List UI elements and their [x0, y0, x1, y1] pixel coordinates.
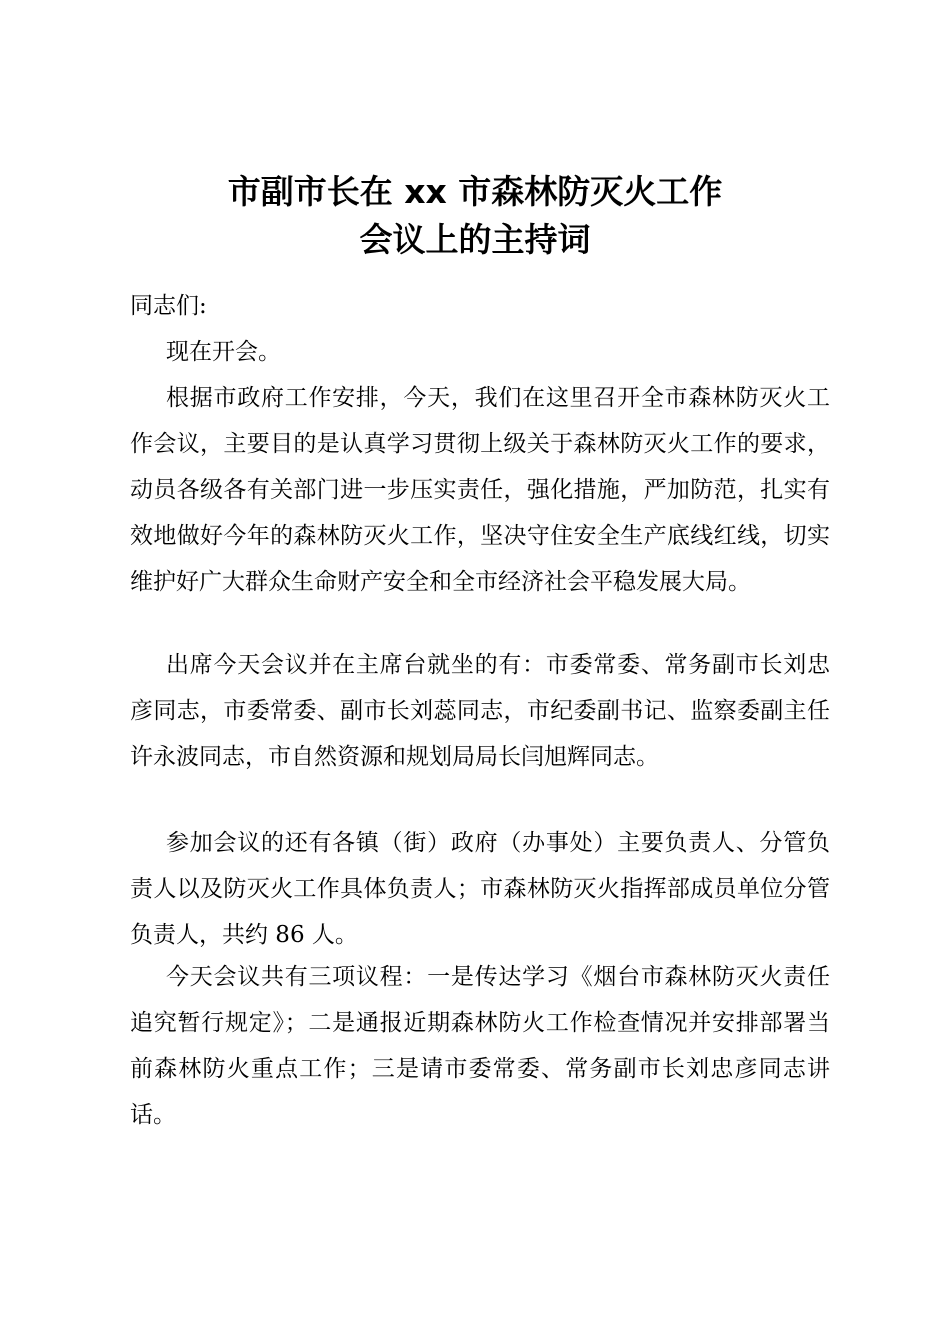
document-title-line-2: 会议上的主持词	[359, 220, 591, 259]
paragraph-attendees-platform: 出席今天会议并在主席台就坐的有：市委常委、常务副市长刘忠彦同志，市委常委、副市长刘蕊同志，市纪委副书记、监察委副主任许永波同志，市自然资源和规划局局长闫旭辉同志。	[130, 652, 830, 770]
paragraph-purpose: 根据市政府工作安排，今天，我们在这里召开全市森林防灭火工作会议，主要目的是认真学习贯彻上级关于森林防灭火工作的要求，动员各级各有关部门进一步压实责任，强化措施，严加防范，扎实有效地做好今年的森林防灭火工作，坚决守住安全生产底线红线，切实维护好广大群众生命财产安全和全市经济社会平稳发展大局。	[130, 385, 830, 595]
document-title-line-1: 市副市长在 xx 市森林防灭火工作	[227, 172, 723, 211]
salutation: 同志们:	[130, 293, 207, 319]
paragraph-agenda: 今天会议共有三项议程：一是传达学习《烟台市森林防灭火责任追究暂行规定》；二是通报近期森林防火工作检查情况并安排部署当前森林防火重点工作；三是请市委常委、常务副市长刘忠彦同志讲话。	[130, 964, 830, 1128]
paragraph-attendees-others: 参加会议的还有各镇（街）政府（办事处）主要负责人、分管负责人以及防灭火工作具体负责人；市森林防灭火指挥部成员单位分管负责人，共约 86 人。	[130, 830, 830, 948]
paragraph-opening: 现在开会。	[166, 339, 281, 365]
